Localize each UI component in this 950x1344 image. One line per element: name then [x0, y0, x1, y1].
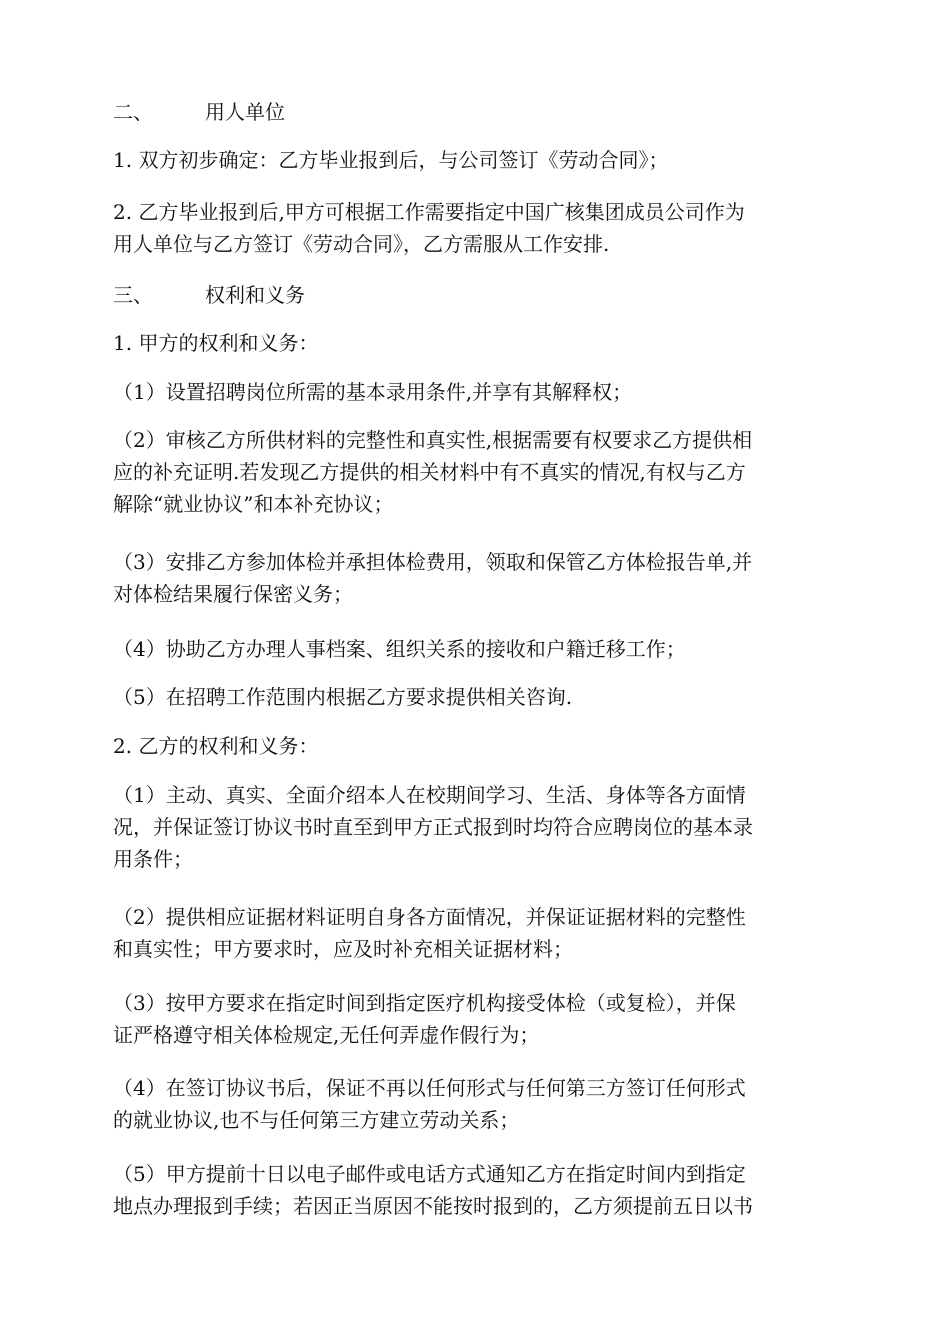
paragraph: （2）审核乙方所供材料的完整性和真实性,根据需要有权要求乙方提供相 应的补充证明.若发现乙方提供的相关材料中有不真实的情况,有权与乙方 解除“就业协议”和本补充协议；	[113, 428, 753, 516]
section-number: 二、	[113, 100, 153, 124]
section-title: 用人单位	[205, 100, 285, 124]
paragraph: （5）在招聘工作范围内根据乙方要求提供相关咨询.	[113, 685, 573, 709]
paragraph: （5）甲方提前十日以电子邮件或电话方式通知乙方在指定时间内到指定 地点办理报到手续；若因正当原因不能按时报到的，乙方须提前五日以书	[113, 1162, 753, 1218]
section-title: 权利和义务	[205, 283, 305, 307]
party-b-heading: 2. 乙方的权利和义务：	[113, 734, 319, 758]
paragraph: 1. 双方初步确定：乙方毕业报到后，与公司签订《劳动合同》；	[113, 148, 669, 172]
section-number: 三、	[113, 283, 153, 307]
paragraph: （1）设置招聘岗位所需的基本录用条件,并享有其解释权；	[113, 380, 633, 404]
paragraph: （3）按甲方要求在指定时间到指定医疗机构接受体检（或复检），并保 证严格遵守相关体检规定,无任何弄虚作假行为；	[113, 991, 736, 1047]
paragraph: 2. 乙方毕业报到后,甲方可根据工作需要指定中国广核集团成员公司作为 用人单位与乙方签订《劳动合同》，乙方需服从工作安排.	[113, 200, 745, 256]
section-2-heading	[113, 96, 833, 128]
party-a-heading: 1. 甲方的权利和义务：	[113, 331, 319, 355]
paragraph: （4）协助乙方办理人事档案、组织关系的接收和户籍迁移工作；	[113, 637, 686, 661]
paragraph: （1）主动、真实、全面介绍本人在校期间学习、生活、身体等各方面情 况，并保证签订协议书时直至到甲方正式报到时均符合应聘岗位的基本录 用条件；	[113, 783, 753, 871]
paragraph: （4）在签订协议书后，保证不再以任何形式与任何第三方签订任何形式 的就业协议,也不与任何第三方建立劳动关系；	[113, 1076, 746, 1132]
paragraph: （3）安排乙方参加体检并承担体检费用，领取和保管乙方体检报告单,并 对体检结果履行保密义务；	[113, 550, 753, 606]
section-3-heading	[113, 279, 833, 311]
paragraph: （2）提供相应证据材料证明自身各方面情况，并保证证据材料的完整性 和真实性；甲方要求时，应及时补充相关证据材料；	[113, 905, 746, 961]
